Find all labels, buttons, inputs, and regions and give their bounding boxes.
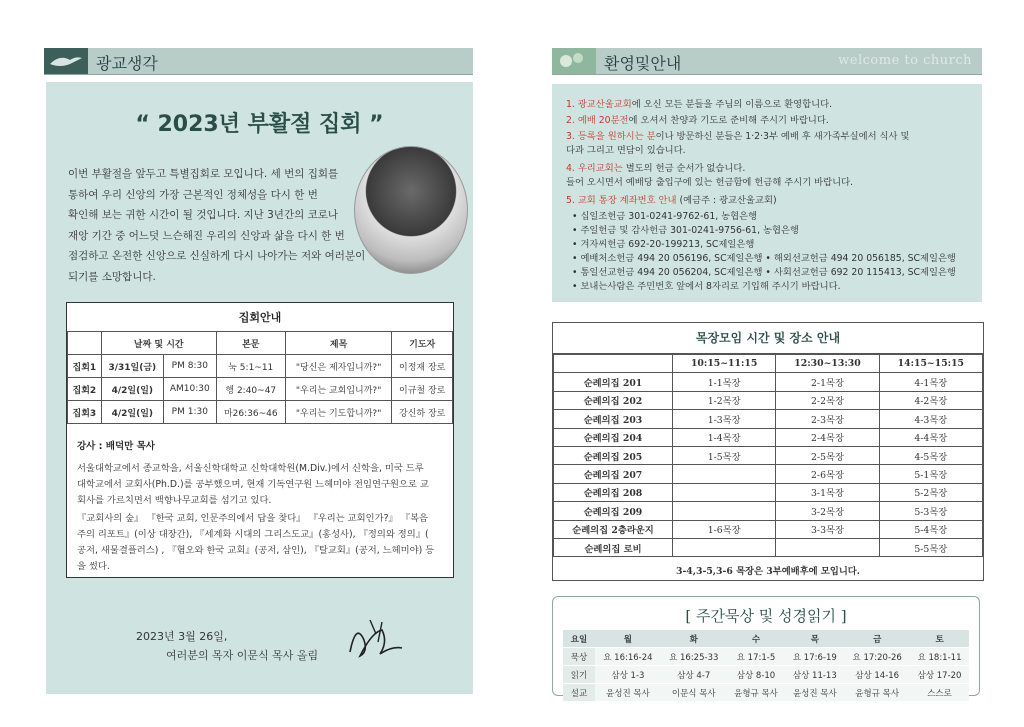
section-title: 환영및안내 bbox=[604, 54, 682, 73]
table-row: 집회1 3/31일(금) PM 8:30 눅 5:1~11 "당신은 제자입니까?" 이정재 장로 bbox=[68, 355, 453, 378]
cell-group-box bbox=[552, 322, 984, 581]
table-row: 순례의집 204 1-4목장 2-4목장 4-4목장 bbox=[554, 428, 983, 446]
table-row: 순례의집 203 1-3목장 2-3목장 4-3목장 bbox=[554, 410, 983, 428]
list-item: 4. 우리교회는 별도의 헌금 순서가 없습니다. bbox=[566, 163, 746, 174]
list-item: 1. 광교산울교회에 오신 모든 분들을 주님의 이름으로 환영합니다. bbox=[566, 99, 833, 110]
page-title: “ 2023년 부활절 집회 ” bbox=[135, 112, 384, 137]
announcements-panel bbox=[552, 84, 982, 302]
table-row: 순례의집 202 1-2목장 2-2목장 4-2목장 bbox=[554, 391, 983, 409]
letter-date: 2023년 3월 26일, bbox=[136, 630, 228, 643]
account-line: • 겨자씨헌금 692-20-199213, SC제일은행 bbox=[572, 239, 755, 250]
table-row: 읽기 삼상 1-3 삼상 4-7 삼상 8-10 삼상 11-13 삼상 14-16 삼상 17-20 bbox=[563, 666, 969, 684]
speaker-books: 『교회사의 숲』 『한국 교회, 인문주의에서 답을 찾다』 『우리는 교회인가?』 『복음 주의 리포트』(이상 대장간), 『세계화 시대의 그리스도교』(홍성사), 『정의와 정의』( 공저, 새물결플러스) , 『혐오와 한국 교회』(공저, 삼인), 『탈교회』(공저, 느헤미야) 등 을 썼다. bbox=[77, 513, 435, 572]
table-row: 집회3 4/2일(일) PM 1:30 마26:36~46 "우리는 기도합니까?" 강신하 장로 bbox=[68, 401, 453, 424]
schedule-table: 날짜 및 시간 본문 제목 기도자 집회1 3/31일(금) PM 8:30 눅 5:1~11 "당신은 제자입니까?" 이정재 장로 집회2 4/2일(일) AM10:30 행 2:40~47 "우리는 교회입니까?" 이규철 장로 집회3 4/2일(일) PM 1:30 마26:36~46 "우리는 기도합니까?" 강신하 장로 bbox=[67, 331, 453, 424]
account-line: • 주일헌금 및 감사헌금 301-0241-9756-61, 농협은행 bbox=[572, 225, 799, 236]
table-row: 순례의집 208 3-1목장 5-2목장 bbox=[554, 483, 983, 501]
table-row: 순례의집 2층라운지 1-6목장 3-3목장 5-4목장 bbox=[554, 520, 983, 538]
left-section-header bbox=[44, 48, 473, 75]
meeting-schedule-box bbox=[66, 302, 454, 578]
table-row: 순례의집 로비 5-5목장 bbox=[554, 538, 983, 556]
letter-signoff: 여러분의 목자 이문식 목사 올림 bbox=[166, 649, 319, 662]
account-line: • 예배처소헌금 494 20 056196, SC제일은행 • 해외선교헌금 494 20 056185, SC제일은행 bbox=[572, 253, 956, 264]
table-row: 순례의집 201 1-1목장 2-1목장 4-1목장 bbox=[554, 373, 983, 391]
table-row: 집회2 4/2일(일) AM10:30 행 2:40~47 "우리는 교회입니까?" 이규철 장로 bbox=[68, 378, 453, 401]
section-title: 광교생각 bbox=[96, 54, 158, 73]
speaker-name: 강사 : 배덕만 목사 bbox=[77, 441, 155, 452]
cell-group-note: 3-4,3-5,3-6 목장은 3부예배후에 모입니다. bbox=[675, 566, 861, 577]
table-row: 순례의집 207 2-6목장 5-1목장 bbox=[554, 465, 983, 483]
right-section-header bbox=[552, 48, 982, 75]
account-note: • 보내는사람은 주민번호 앞에서 8자리로 기입해 주시기 바랍니다. bbox=[572, 281, 841, 292]
speaker-portrait bbox=[354, 146, 468, 274]
section-subtitle: welcome to church bbox=[838, 53, 972, 68]
leaf-logo-icon bbox=[552, 48, 596, 74]
cell-group-title: 목장모임 시간 및 장소 안내 bbox=[553, 323, 983, 354]
pastor-letter-panel bbox=[46, 82, 473, 694]
table-row: 묵상 요 16:16-24 요 16:25-33 요 17:1-5 요 17:6-19 요 17:20-26 요 18:1-11 bbox=[563, 648, 969, 666]
table-row: 순례의집 209 3-2목장 5-3목장 bbox=[554, 502, 983, 520]
list-item: 3. 등록을 원하시는 분이나 방문하신 분들은 1·2·3부 예배 후 새가족부실에서 식사 및 bbox=[566, 131, 910, 142]
list-item: 다과 그리고 면담이 있습니다. bbox=[566, 145, 686, 156]
table-row: 설교 윤성진 목사 이문식 목사 윤형규 목사 윤성진 목사 윤형규 목사 스스로 bbox=[563, 684, 969, 702]
table-row: 순례의집 205 1-5목장 2-5목장 4-5목장 bbox=[554, 446, 983, 464]
reading-table bbox=[563, 630, 969, 702]
signature-icon bbox=[342, 612, 408, 664]
schedule-title: 집회안내 bbox=[238, 311, 282, 324]
bird-logo-icon bbox=[44, 48, 88, 74]
cell-group-table: 10:15~11:15 12:30~13:30 14:15~15:15 순례의집 201 1-1목장 2-1목장 4-1목장 순례의집 202 1-2목장 2-2목장 4-2목장 순례의집 203 1-3목장 2-3목장 4-3목장 순례의집 204 1-4목장 2-4목장 4-4목장 순례의집 205 1-5목장 2-5목장 4-5목장 순례의집 207 2-6목장 5-1목장 순례의집 208 3-1목장 5-2목장 순례의집 209 3-2목장 5-3목장 순례의집 2층라운지 1-6목장 3-3목장 5-4목장 순례의집 로비 5-5목장 bbox=[553, 354, 983, 557]
list-item: 2. 예배 20분전에 오셔서 찬양과 기도로 준비해 주시기 바랍니다. bbox=[566, 115, 829, 126]
reading-title: [ 주간묵상 및 성경읽기 ] bbox=[685, 607, 847, 625]
speaker-bio: 서울대학교에서 종교학을, 서울신학대학교 신학대학원(M.Div.)에서 신학을, 미국 드루 대학교에서 교회사(Ph.D.)를 공부했으며, 현재 기독연구원 느헤미야 전임연구원으로 교 회사를 가르치면서 백향나무교회를 섬기고 있다. bbox=[77, 463, 429, 506]
table-row: 요일 월 화 수 목 금 토 bbox=[563, 630, 969, 648]
intro-paragraph: 이번 부활절을 앞두고 특별집회로 모입니다. 세 번의 집회를 통하여 우리 신앙의 가장 근본적인 정체성을 다시 한 번 확인해 보는 귀한 시간이 될 것입니다. 지난 3년간의 코로나 재앙 기간 중 어느덧 느슨해진 우리의 신앙과 삶을 다시 한 번 점검하고 온전한 신앙으로 신실하게 다시 나아가는 저와 여러분이 되기를 소망합니다. bbox=[68, 168, 366, 283]
weekly-reading-box bbox=[552, 596, 980, 699]
account-line: • 통일선교헌금 494 20 056204, SC제일은행 • 사회선교헌금 692 20 115413, SC제일은행 bbox=[572, 267, 956, 278]
account-line: • 십일조헌금 301-0241-9762-61, 농협은행 bbox=[572, 211, 758, 222]
list-item: 들어 오시면서 예배당 출입구에 있는 헌금함에 헌금해 주시기 바랍니다. bbox=[566, 177, 854, 188]
list-item: 5. 교회 통장 계좌번호 안내 (예금주 : 광교산울교회) bbox=[566, 195, 777, 206]
